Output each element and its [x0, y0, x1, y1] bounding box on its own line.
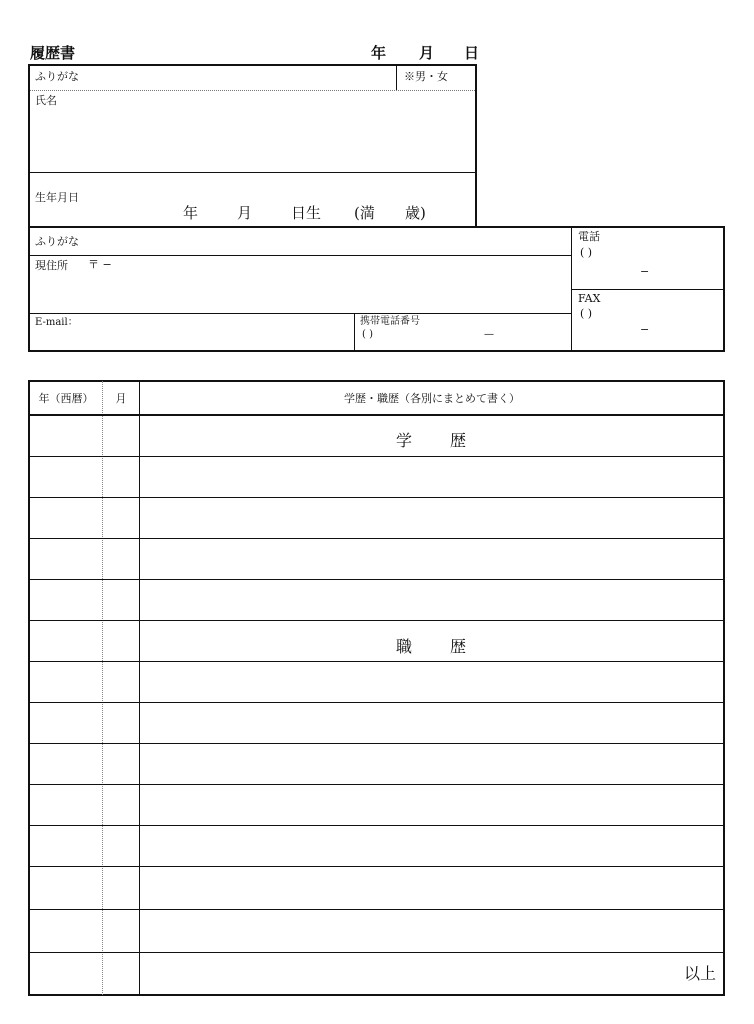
row-divider — [30, 743, 724, 744]
row-divider — [30, 784, 724, 785]
phone-dash: − — [640, 265, 650, 278]
name-furigana-label: ふりがな — [35, 70, 79, 83]
age-close-label: 歳) — [405, 204, 426, 222]
row-divider — [30, 702, 724, 703]
row-divider — [30, 866, 724, 867]
fax-parens[interactable]: ( ) — [580, 307, 593, 320]
row-divider — [30, 952, 724, 953]
month-content-divider — [139, 381, 140, 995]
gender-divider — [396, 65, 397, 90]
row-divider — [30, 620, 724, 621]
gender-select[interactable]: ※男・女 — [404, 70, 448, 83]
year-month-divider — [102, 381, 103, 995]
address-furigana-label: ふりがな — [35, 235, 79, 248]
header-row-divider — [30, 414, 724, 416]
name-label: 氏名 — [35, 94, 57, 107]
history-table — [28, 380, 725, 996]
column-year-header: 年（西暦） — [38, 392, 94, 405]
date-year-label: 年 — [371, 44, 387, 62]
phone-label: 電話 — [578, 230, 600, 243]
address-furigana-divider — [30, 255, 571, 256]
fax-label: FAX — [578, 292, 601, 305]
row-divider — [30, 909, 724, 910]
email-mobile-divider — [354, 313, 355, 351]
row-divider — [30, 579, 724, 580]
column-content-header: 学歴・職歴（各別にまとめて書く） — [344, 392, 520, 405]
education-heading: 学 歴 — [395, 431, 468, 450]
name-birth-divider — [30, 172, 475, 173]
row-divider — [30, 538, 724, 539]
column-month-header: 月 — [115, 392, 127, 405]
row-divider — [30, 661, 724, 662]
current-address-label: 現住所 — [35, 259, 68, 272]
document-title: 履歴書 — [30, 44, 76, 62]
phone-fax-divider — [572, 289, 723, 290]
work-heading: 職 歴 — [395, 637, 468, 656]
address-email-divider — [30, 313, 571, 314]
mobile-label: 携帯電話番号 — [360, 316, 420, 327]
mobile-parens[interactable]: ( ) — [362, 329, 373, 340]
date-month-label: 月 — [419, 44, 435, 62]
row-divider — [30, 456, 724, 457]
birth-year-label: 年 — [183, 204, 199, 222]
age-open-label: (満 — [354, 204, 375, 222]
row-divider — [30, 497, 724, 498]
birth-month-label: 月 — [237, 204, 253, 222]
mobile-dash: — — [484, 329, 494, 340]
row-divider — [30, 825, 724, 826]
furigana-underline — [30, 90, 475, 91]
birth-day-label: 日生 — [291, 204, 322, 222]
name-field[interactable] — [34, 110, 470, 168]
email-label: E-mail： — [35, 317, 78, 328]
fax-dash: − — [640, 323, 650, 336]
postal-code-field[interactable]: 〒 − — [88, 258, 112, 271]
date-day-label: 日 — [464, 44, 480, 62]
phone-parens[interactable]: ( ) — [580, 246, 593, 259]
birthdate-label: 生年月日 — [35, 191, 79, 204]
end-label: 以上 — [684, 964, 717, 983]
